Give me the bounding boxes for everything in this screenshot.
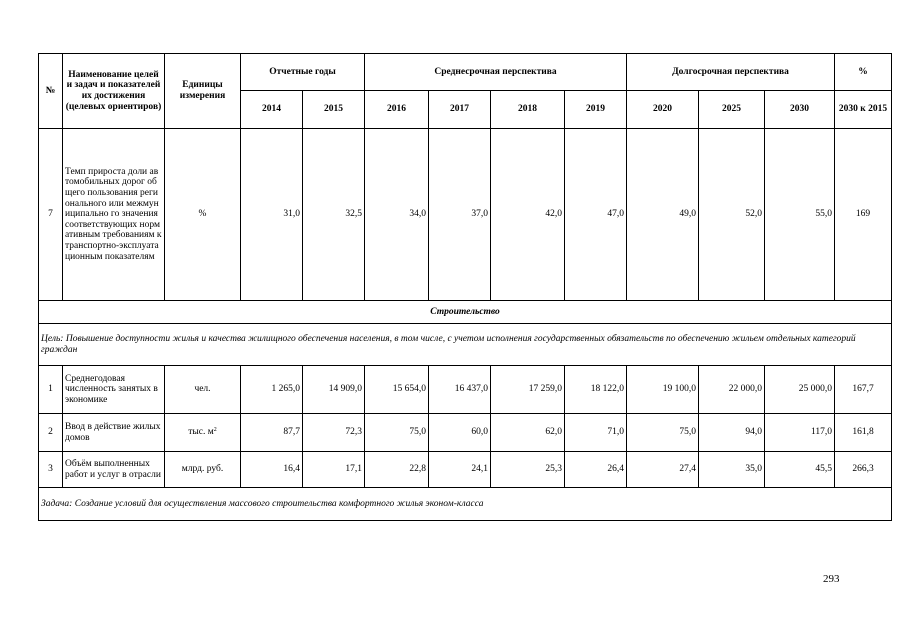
value-cell: 71,0 xyxy=(565,414,627,452)
year-header: 2017 xyxy=(429,91,491,129)
indicator-name: Ввод в действие жилых домов xyxy=(63,414,165,452)
percent-cell: 161,8 xyxy=(835,414,892,452)
value-cell: 16 437,0 xyxy=(429,366,491,414)
unit-cell: млрд. руб. xyxy=(165,452,241,488)
unit-cell: % xyxy=(165,129,241,301)
value-cell: 49,0 xyxy=(627,129,699,301)
goal-text: Цель: Повышение доступности жилья и качества жилищного обеспечения населения, в том числе, с учетом исполнения государственных обязательств по обеспечению жильем отдельных категорий граждан xyxy=(39,324,892,366)
value-cell: 22,8 xyxy=(365,452,429,488)
row-num: 3 xyxy=(39,452,63,488)
value-cell: 15 654,0 xyxy=(365,366,429,414)
year-header: 2019 xyxy=(565,91,627,129)
percent-cell: 169 xyxy=(835,129,892,301)
value-cell: 75,0 xyxy=(627,414,699,452)
unit-superscript: 2 xyxy=(213,427,217,434)
value-cell: 62,0 xyxy=(491,414,565,452)
value-cell: 32,5 xyxy=(303,129,365,301)
long-term-header: Долгосрочная перспектива xyxy=(627,54,835,91)
value-cell: 35,0 xyxy=(699,452,765,488)
year-header: 2014 xyxy=(241,91,303,129)
value-cell: 27,4 xyxy=(627,452,699,488)
value-cell: 17,1 xyxy=(303,452,365,488)
table-row xyxy=(39,452,892,488)
col-num-header: № xyxy=(39,54,63,129)
value-cell: 22 000,0 xyxy=(699,366,765,414)
value-cell: 94,0 xyxy=(699,414,765,452)
indicator-name: Темп прироста доли автомобильных дорог общего пользования регионального или межмуниципально го значения соответствующих нормативным требованиям к транспортно-эксплуатационным показателям xyxy=(63,129,165,301)
value-cell: 45,5 xyxy=(765,452,835,488)
value-cell: 117,0 xyxy=(765,414,835,452)
page-number: 293 xyxy=(823,573,840,585)
value-cell: 72,3 xyxy=(303,414,365,452)
value-cell: 17 259,0 xyxy=(491,366,565,414)
reported-years-header: Отчетные годы xyxy=(241,54,365,91)
header-row-1 xyxy=(39,54,892,91)
unit-cell: чел. xyxy=(165,366,241,414)
year-header: 2016 xyxy=(365,91,429,129)
row-num: 2 xyxy=(39,414,63,452)
year-header: 2015 xyxy=(303,91,365,129)
value-cell: 87,7 xyxy=(241,414,303,452)
indicators-table xyxy=(38,53,892,521)
task-text: Задача: Создание условий для осуществления массового строительства комфортного жилья эконом-класса xyxy=(39,488,892,521)
value-cell: 75,0 xyxy=(365,414,429,452)
value-cell: 34,0 xyxy=(365,129,429,301)
value-cell: 14 909,0 xyxy=(303,366,365,414)
year-header: 2025 xyxy=(699,91,765,129)
value-cell: 25 000,0 xyxy=(765,366,835,414)
value-cell: 42,0 xyxy=(491,129,565,301)
unit-text: тыс. м xyxy=(188,427,214,438)
value-cell: 60,0 xyxy=(429,414,491,452)
col-unit-header: Единицы измерения xyxy=(165,54,241,129)
row-num: 1 xyxy=(39,366,63,414)
value-cell: 19 100,0 xyxy=(627,366,699,414)
col-name-header: Наименование целей и задач и показателей их достижения (целевых ориентиров) xyxy=(63,54,165,129)
goal-row xyxy=(39,324,892,366)
value-cell: 55,0 xyxy=(765,129,835,301)
value-cell: 31,0 xyxy=(241,129,303,301)
unit-cell xyxy=(165,414,241,452)
value-cell: 16,4 xyxy=(241,452,303,488)
value-cell: 18 122,0 xyxy=(565,366,627,414)
value-cell: 26,4 xyxy=(565,452,627,488)
year-header: 2020 xyxy=(627,91,699,129)
table-row xyxy=(39,414,892,452)
year-header: 2030 xyxy=(765,91,835,129)
task-row xyxy=(39,488,892,521)
percent-cell: 266,3 xyxy=(835,452,892,488)
indicator-name: Объём выполненных работ и услуг в отрасли xyxy=(63,452,165,488)
table-row xyxy=(39,129,892,301)
year-header: 2018 xyxy=(491,91,565,129)
percent-header: % xyxy=(835,54,892,91)
value-cell: 25,3 xyxy=(491,452,565,488)
medium-term-header: Среднесрочная перспектива xyxy=(365,54,627,91)
indicator-name: Среднегодовая численность занятых в экономике xyxy=(63,366,165,414)
section-title: Строительство xyxy=(39,301,892,324)
table-row xyxy=(39,366,892,414)
value-cell: 24,1 xyxy=(429,452,491,488)
value-cell: 52,0 xyxy=(699,129,765,301)
value-cell: 37,0 xyxy=(429,129,491,301)
percent-sub-header: 2030 к 2015 xyxy=(835,91,892,129)
percent-cell: 167,7 xyxy=(835,366,892,414)
value-cell: 47,0 xyxy=(565,129,627,301)
section-row xyxy=(39,301,892,324)
value-cell: 1 265,0 xyxy=(241,366,303,414)
row-num: 7 xyxy=(39,129,63,301)
